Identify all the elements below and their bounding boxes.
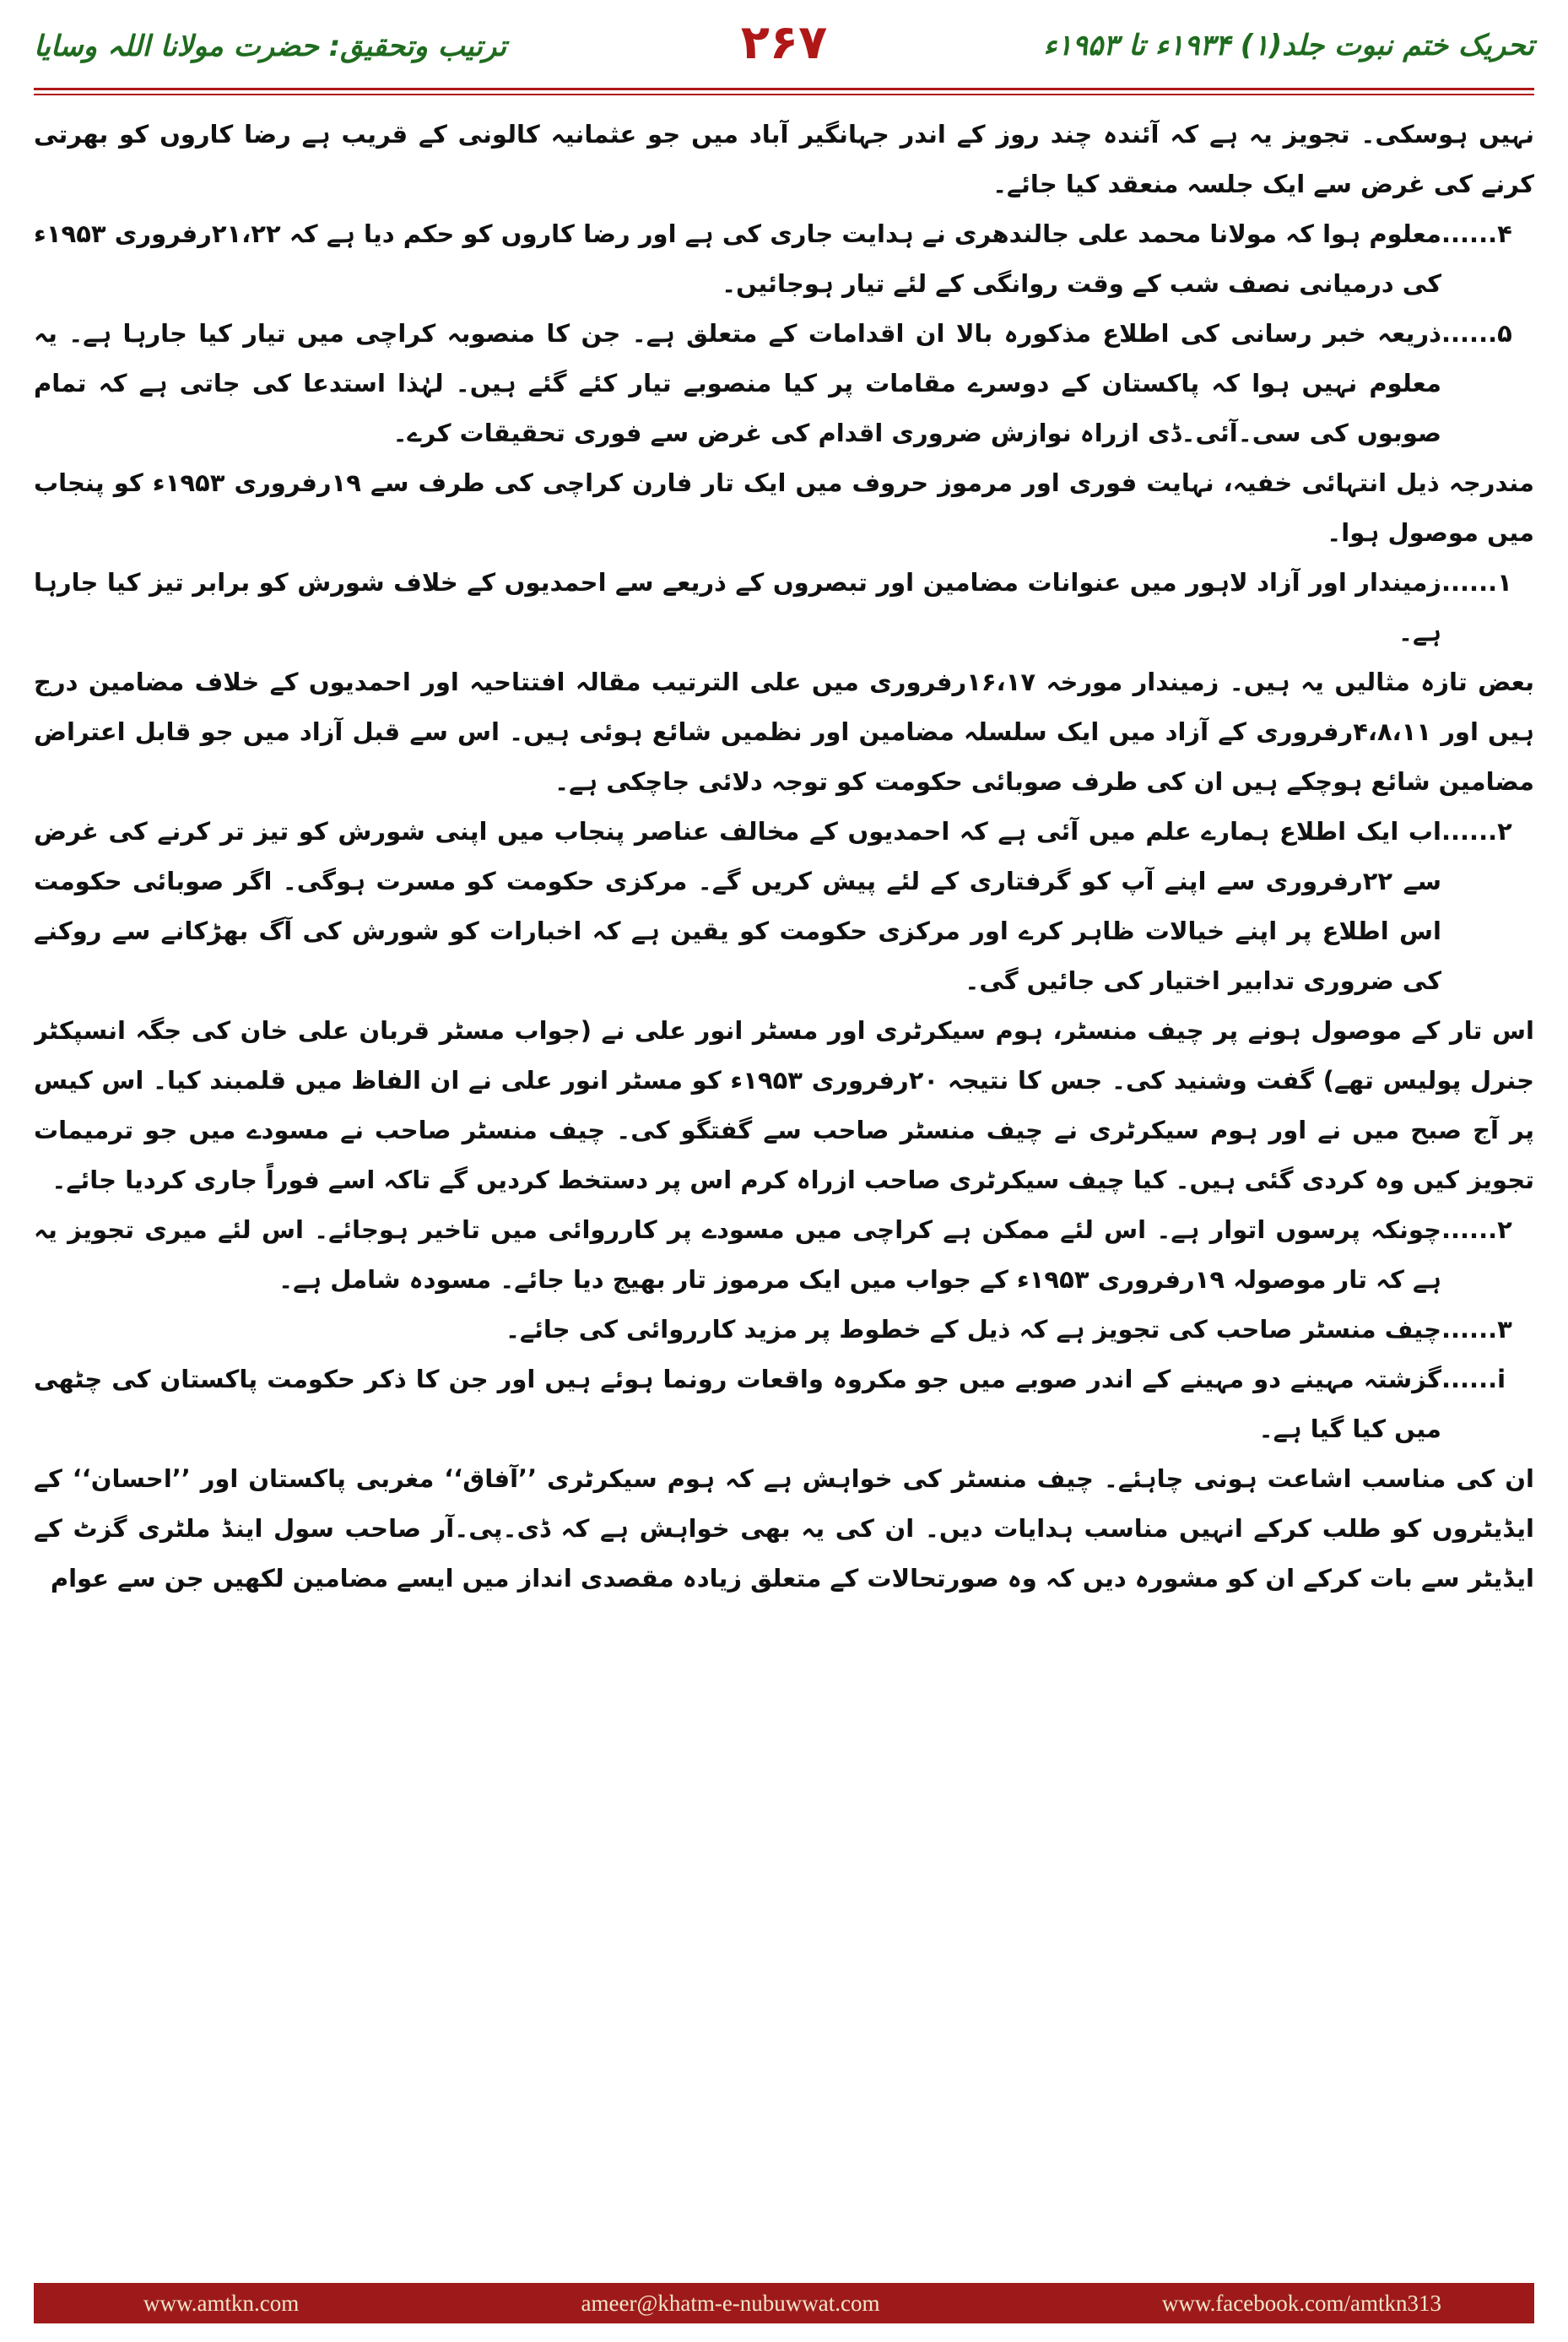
header-divider-thin bbox=[34, 94, 1534, 95]
numbered-paragraph bbox=[34, 209, 1534, 309]
paragraph: ان کی مناسب اشاعت ہونی چاہئے۔ چیف منسٹر کی خواہش ہے کہ ہوم سیکرٹری ’’آفاق‘‘ مغربی پاکستان اور ’’احسان‘‘ کے ایڈیٹروں کو طلب کرکے انہیں مناسب ہدایات دیں۔ ان کی یہ بھی خواہش ہے کہ ڈی۔پی۔آر صاحب سول اینڈ ملٹری گزٹ کے ایڈیٹر سے بات کرکے ان کو مشورہ دیں کہ وہ صورتحالات کے متعلق زیادہ مقصدی انداز میں ایسے مضامین لکھیں جن سے عوام bbox=[34, 1464, 1534, 1593]
paragraph-number: ۲...... bbox=[1441, 1215, 1512, 1244]
paragraph-text: چونکہ پرسوں اتوار ہے۔ اس لئے ممکن ہے کراچی میں مسودے پر کارروائی میں تاخیر ہوجائے۔ اس لئے میری تجویز یہ ہے کہ تار موصولہ ۱۹رفروری ۱۹۵۳ء کے جواب میں ایک مرموز تار بھیج دیا جائے۔ مسودہ شامل ہے۔ bbox=[34, 1215, 1441, 1294]
paragraph-number: ۴...... bbox=[1441, 219, 1512, 248]
paragraph: نہیں ہوسکی۔ تجویز یہ ہے کہ آئندہ چند روز کے اندر جہانگیر آباد میں جو عثمانیہ کالونی کے قریب ہے رضا کاروں کو بھرتی کرنے کی غرض سے ایک جلسہ منعقد کیا جائے۔ bbox=[34, 120, 1534, 198]
paragraph-text: ذریعہ خبر رسانی کی اطلاع مذکورہ بالا ان اقدامات کے متعلق ہے۔ جن کا منصوبہ کراچی میں تیار کیا جارہا ہے۔ یہ معلوم نہیں ہوا کہ پاکستان کے دوسرے مقامات پر کیا منصوبے تیار کئے گئے ہیں۔ لہٰذا استدعا کی جاتی ہے کہ تمام صوبوں کی سی۔آئی۔ڈی ازراہ نوازش ضروری اقدام کی غرض سے فوری تحقیقات کرے۔ bbox=[34, 319, 1441, 447]
paragraph-text: معلوم ہوا کہ مولانا محمد علی جالندھری نے ہدایت جاری کی ہے اور رضا کاروں کو حکم دیا ہے کہ ۲۱،۲۲رفروری ۱۹۵۳ء کی درمیانی نصف شب کے وقت روانگی کے لئے تیار ہوجائیں۔ bbox=[34, 219, 1441, 298]
paragraph: بعض تازہ مثالیں یہ ہیں۔ زمیندار مورخہ ۱۶،۱۷رفروری میں علی الترتیب مقالہ افتتاحیہ اور احمدیوں کے خلاف مضامین درج ہیں اور ۴،۸،۱۱رفروری کے آزاد میں ایک سلسلہ مضامین اور نظمیں شائع ہوئی ہیں۔ اس سے قبل آزاد میں جو قابل اعتراض مضامین شائع ہوچکے ہیں ان کی طرف صوبائی حکومت کو توجہ دلائی جاچکی ہے۔ bbox=[34, 668, 1534, 796]
document-body bbox=[34, 110, 1534, 2270]
paragraph: اس تار کے موصول ہونے پر چیف منسٹر، ہوم سیکرٹری اور مسٹر انور علی نے (جواب مسٹر قربان علی خان کی جگہ انسپکٹر جنرل پولیس تھے) گفت وشنید کی۔ جس کا نتیجہ ۲۰رفروری ۱۹۵۳ء کو مسٹر انور علی نے ان الفاظ میں قلمبند کیا۔ اس کیس پر آج صبح میں نے اور ہوم سیکرٹری نے چیف منسٹر صاحب سے گفتگو کی۔ چیف منسٹر صاحب نے مسودے میں جو ترمیمات تجویز کیں وہ کردی گئی ہیں۔ کیا چیف سیکرٹری صاحب ازراہ کرم اس پر دستخط کردیں گے تاکہ اسے فوراً جاری کردیا جائے۔ bbox=[34, 1016, 1534, 1194]
paragraph-text: چیف منسٹر صاحب کی تجویز ہے کہ ذیل کے خطوط پر مزید کارروائی کی جائے۔ bbox=[506, 1315, 1441, 1344]
page-footer bbox=[34, 2283, 1534, 2323]
paragraph-number: ۲...... bbox=[1441, 817, 1512, 846]
numbered-paragraph bbox=[34, 558, 1534, 657]
email-link[interactable]: ameer@khatm-e-nubuwwat.com bbox=[581, 2290, 880, 2316]
header-divider bbox=[34, 88, 1534, 90]
numbered-paragraph bbox=[34, 309, 1534, 458]
page-header bbox=[0, 0, 1568, 93]
paragraph-text: گزشتہ مہینے دو مہینے کے اندر صوبے میں جو مکروہ واقعات رونما ہوئے ہیں اور جن کا ذکر حکومت پاکستان کی چٹھی میں کیا گیا ہے۔ bbox=[34, 1365, 1441, 1443]
book-title: تحریک ختم نبوت جلد(۱) ۱۹۳۴ء تا ۱۹۵۳ء bbox=[1043, 29, 1534, 62]
paragraph-number: ۳...... bbox=[1441, 1315, 1512, 1344]
website-link[interactable]: www.amtkn.com bbox=[143, 2290, 300, 2316]
paragraph-text: اب ایک اطلاع ہمارے علم میں آئی ہے کہ احمدیوں کے مخالف عناصر پنجاب میں اپنی شورش کو تیز تر کرنے کی غرض سے ۲۲رفروری سے اپنے آپ کو گرفتاری کے لئے پیش کریں گے۔ مرکزی حکومت کو مسرت ہوگی۔ اگر صوبائی حکومت اس اطلاع پر اپنے خیالات ظاہر کرے اور مرکزی حکومت کو یقین ہے کہ اخبارات کو شورش کی آگ بھڑکانے سے روکنے کی ضروری تدابیر اختیار کی جائیں گی۔ bbox=[34, 817, 1441, 995]
numbered-paragraph bbox=[34, 1305, 1534, 1355]
paragraph-text: زمیندار اور آزاد لاہور میں عنوانات مضامین اور تبصروں کے ذریعے سے احمدیوں کے خلاف شورش کو برابر تیز کیا جارہا ہے۔ bbox=[34, 568, 1441, 646]
page-number: ۲۶۷ bbox=[740, 15, 828, 70]
compiler-credit: ترتیب وتحقیق: حضرت مولانا اللہ وسایا bbox=[34, 30, 507, 63]
numbered-paragraph bbox=[34, 807, 1534, 1006]
paragraph-number: i...... bbox=[1441, 1365, 1506, 1393]
numbered-paragraph bbox=[34, 1205, 1534, 1305]
numbered-paragraph bbox=[34, 1355, 1534, 1454]
paragraph-number: ۵...... bbox=[1441, 319, 1512, 348]
paragraph: مندرجہ ذیل انتہائی خفیہ، نہایت فوری اور مرموز حروف میں ایک تار فارن کراچی کی طرف سے ۱۹رفروری ۱۹۵۳ء کو پنجاب میں موصول ہوا۔ bbox=[34, 468, 1534, 547]
paragraph-number: ۱...... bbox=[1441, 568, 1512, 597]
facebook-link[interactable]: www.facebook.com/amtkn313 bbox=[1161, 2290, 1441, 2316]
